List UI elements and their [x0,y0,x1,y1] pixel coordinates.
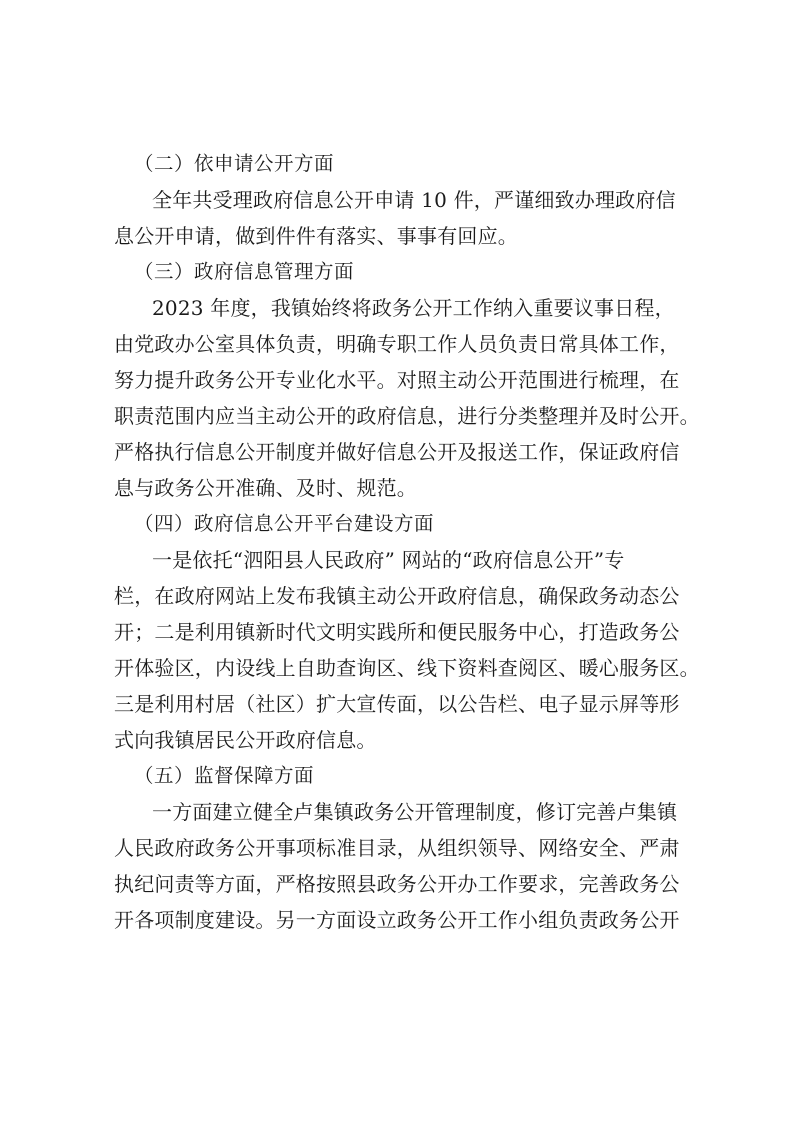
paragraph-line: 一方面建立健全卢集镇政务公开管理制度，修订完善卢集镇 [152,800,678,824]
section-supervision-guarantee [114,758,714,938]
section-heading: （四）政府信息公开平台建设方面 [134,512,435,535]
paragraph-line: 息公开申请，做到件件有落实、事事有回应。 [114,224,518,248]
paragraph-line: 息与政务公开准确、及时、规范。 [114,476,417,500]
paragraph [114,794,714,938]
section-information-management [114,254,714,506]
paragraph-line: 三是利用村居（社区）扩大宣传面，以公告栏、电子显示屏等形 [114,692,680,716]
paragraph-line: 职责范围内应当主动公开的政府信息，进行分类整理并及时公开。 [114,404,700,428]
section-application-disclosure [114,146,714,254]
paragraph-line: 努力提升政务公开专业化水平。对照主动公开范围进行梳理，在 [114,368,680,392]
paragraph-line: 严格执行信息公开制度并做好信息公开及报送工作，保证政府信 [114,440,680,464]
paragraph-line: 由党政办公室具体负责，明确专职工作人员负责日常具体工作， [114,332,680,356]
paragraph [114,290,714,506]
section-heading: （三）政府信息管理方面 [134,260,355,283]
paragraph-line: 开各项制度建设。另一方面设立政务公开工作小组负责政务公开 [114,908,680,932]
paragraph-line: 2023 年度，我镇始终将政务公开工作纳入重要议事日程， [152,296,675,320]
paragraph-line: 人民政府政务公开事项标准目录，从组织领导、网络安全、严肃 [114,836,680,860]
section-heading: （五）监督保障方面 [134,764,315,787]
paragraph-line: 式向我镇居民公开政府信息。 [114,728,377,752]
paragraph-line: 栏，在政府网站上发布我镇主动公开政府信息，确保政务动态公 [114,584,680,608]
paragraph-line: 开体验区，内设线上自助查询区、线下资料查阅区、暖心服务区。 [114,656,700,680]
section-platform-construction [114,506,714,758]
paragraph-line: 执纪问责等方面，严格按照县政务公开办工作要求，完善政务公 [114,872,680,896]
document-body [114,146,714,938]
paragraph-line: 全年共受理政府信息公开申请 10 件，严谨细致办理政府信 [152,188,676,212]
paragraph-line: 一是依托“泗阳县人民政府” 网站的“政府信息公开”专 [152,548,625,572]
paragraph-line: 开；二是利用镇新时代文明实践所和便民服务中心，打造政务公 [114,620,680,644]
paragraph [114,182,714,254]
section-heading: （二）依申请公开方面 [134,152,335,175]
paragraph [114,542,714,758]
